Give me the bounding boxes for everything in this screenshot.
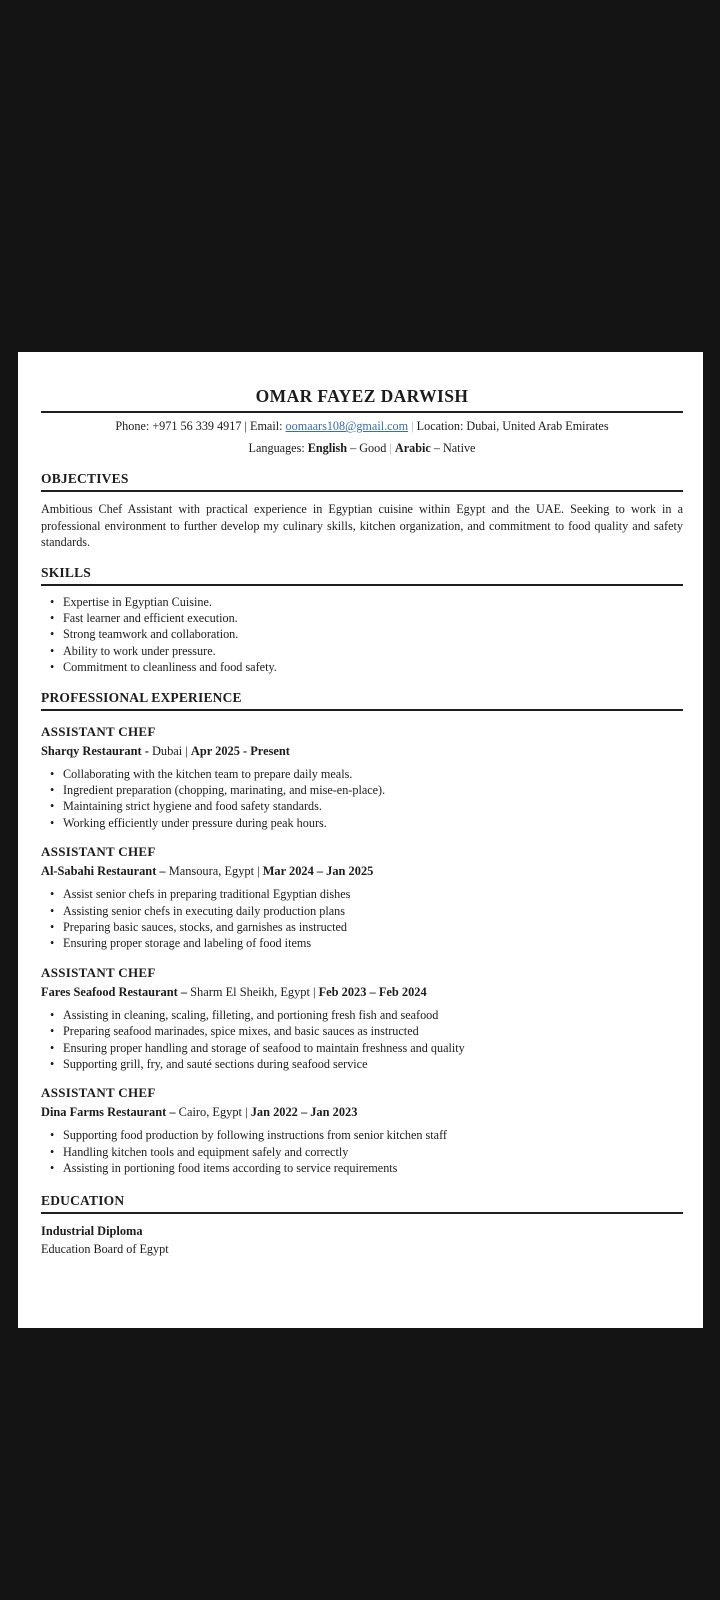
contact-separator: | xyxy=(411,419,414,433)
language-level: – Native xyxy=(433,441,476,455)
job-bullets xyxy=(41,1007,683,1073)
email-link[interactable]: oomaars108@gmail.com xyxy=(285,419,409,433)
list-item: • Strong teamwork and collaboration. xyxy=(63,626,683,642)
list-item: • Supporting grill, fry, and sauté sections during seafood service xyxy=(63,1056,683,1072)
job-dates: Apr 2025 - Present xyxy=(190,743,290,758)
list-item: • Preparing basic sauces, stocks, and garnishes as instructed xyxy=(63,919,683,935)
job-dates: Feb 2023 – Feb 2024 xyxy=(318,984,427,999)
job-subtitle xyxy=(41,984,683,1001)
list-item: • Expertise in Egyptian Cuisine. xyxy=(63,594,683,610)
job-location: Dubai | xyxy=(148,743,191,758)
job-entry xyxy=(41,1084,683,1176)
job-entry xyxy=(41,843,683,952)
job-bullets xyxy=(41,886,683,952)
section-heading-education: EDUCATION xyxy=(41,1193,683,1214)
language-name: English xyxy=(307,441,348,455)
phone-label: Phone: xyxy=(115,419,150,433)
job-title: ASSISTANT CHEF xyxy=(41,964,156,980)
document-page xyxy=(18,352,703,1328)
candidate-name: OMAR FAYEZ DARWISH xyxy=(255,386,469,406)
section-heading-objectives: OBJECTIVES xyxy=(41,471,683,492)
contact-line xyxy=(41,418,683,435)
list-item: • Ensuring proper storage and labeling of food items xyxy=(63,935,683,951)
job-entry xyxy=(41,964,683,1073)
job-location: Sharm El Sheikh, Egypt | xyxy=(187,984,319,999)
section-heading-skills: SKILLS xyxy=(41,565,683,586)
list-item: • Maintaining strict hygiene and food safety standards. xyxy=(63,798,683,814)
list-item: • Assisting in portioning food items according to service requirements xyxy=(63,1160,683,1176)
job-location: Cairo, Egypt | xyxy=(175,1105,251,1120)
job-entry xyxy=(41,723,683,832)
list-item: • Ability to work under pressure. xyxy=(63,643,683,659)
skills-list xyxy=(41,594,683,676)
section-heading-experience: PROFESSIONAL EXPERIENCE xyxy=(41,690,683,711)
list-item: • Commitment to cleanliness and food safety. xyxy=(63,659,683,675)
language-level: – Good xyxy=(350,441,387,455)
languages-label: Languages: xyxy=(248,441,305,455)
contact-separator: | xyxy=(244,419,247,433)
education-degree: Industrial Diploma xyxy=(41,1223,143,1238)
objectives-text: Ambitious Chef Assistant with practical experience in Egyptian cuisine within Egypt and the UAE. Seeking to work in a professional environment to further develop my culinary skills, kitchen organization, and commitment to food quality and safety standards. xyxy=(41,502,683,549)
list-item: • Assist senior chefs in preparing traditional Egyptian dishes xyxy=(63,886,683,902)
job-location: Mansoura, Egypt | xyxy=(165,864,263,879)
job-dates: Mar 2024 – Jan 2025 xyxy=(262,864,374,879)
list-item: • Working efficiently under pressure during peak hours. xyxy=(63,815,683,831)
job-subtitle xyxy=(41,743,683,760)
list-item: • Assisting senior chefs in executing daily production plans xyxy=(63,903,683,919)
job-subtitle xyxy=(41,1104,683,1121)
phone-value: +971 56 339 4917 xyxy=(152,419,242,433)
location-label: Location: xyxy=(416,419,464,433)
job-title: ASSISTANT CHEF xyxy=(41,1085,156,1101)
email-label: Email: xyxy=(250,419,283,433)
job-title: ASSISTANT CHEF xyxy=(41,844,156,860)
job-company: Fares Seafood Restaurant – xyxy=(41,984,188,999)
location-value: Dubai, United Arab Emirates xyxy=(466,419,609,433)
job-dates: Jan 2022 – Jan 2023 xyxy=(250,1105,358,1120)
languages-line xyxy=(41,440,683,457)
list-item: • Ensuring proper handling and storage of seafood to maintain freshness and quality xyxy=(63,1040,683,1056)
job-company: Al-Sabahi Restaurant – xyxy=(41,864,166,879)
job-bullets xyxy=(41,766,683,832)
list-item: • Ingredient preparation (chopping, marinating, and mise-en-place). xyxy=(63,782,683,798)
list-item: • Preparing seafood marinades, spice mixes, and basic sauces as instructed xyxy=(63,1023,683,1039)
job-company: Dina Farms Restaurant – xyxy=(41,1105,176,1120)
resume-content xyxy=(18,352,703,1258)
job-bullets xyxy=(41,1127,683,1176)
list-item: • Handling kitchen tools and equipment safely and correctly xyxy=(63,1144,683,1160)
job-title: ASSISTANT CHEF xyxy=(41,723,156,739)
list-item: • Collaborating with the kitchen team to prepare daily meals. xyxy=(63,766,683,782)
education-institution: Education Board of Egypt xyxy=(41,1241,169,1256)
languages-separator: | xyxy=(389,441,392,455)
resume-header xyxy=(41,386,683,413)
list-item: • Fast learner and efficient execution. xyxy=(63,610,683,626)
list-item: • Assisting in cleaning, scaling, filleting, and portioning fresh fish and seafood xyxy=(63,1007,683,1023)
job-subtitle xyxy=(41,863,683,880)
language-name: Arabic xyxy=(394,441,431,455)
list-item: • Supporting food production by following instructions from senior kitchen staff xyxy=(63,1127,683,1143)
job-company: Sharqy Restaurant - xyxy=(41,743,149,758)
